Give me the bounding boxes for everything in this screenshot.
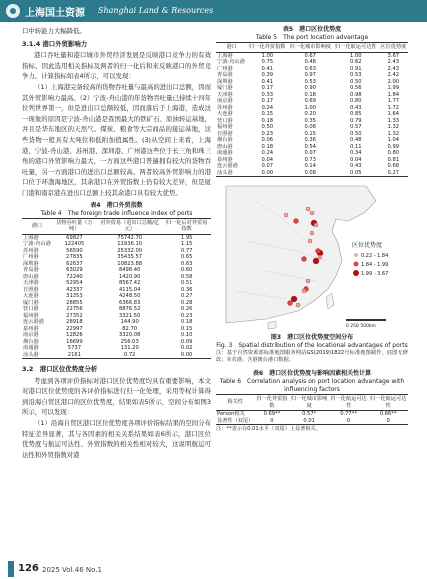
port-marker: [313, 258, 319, 264]
port-marker: [316, 249, 321, 254]
journal-title-en: Shanghai Land & Resources: [98, 6, 214, 15]
table-cell: 31353: [66, 293, 83, 299]
table-cell: 0.75: [261, 59, 274, 65]
table-cell: 0: [270, 417, 274, 424]
table-cell: 28855: [66, 299, 83, 306]
table-cell: 0.27: [180, 293, 193, 299]
table-cell: 0.48: [350, 137, 362, 143]
table-cell: 青岛港: [23, 267, 39, 273]
table-cell: 福州港: [217, 124, 233, 130]
legend-swatch-high: [353, 270, 359, 276]
port-marker: [302, 257, 307, 262]
table-cell: 大连港: [23, 293, 39, 299]
table-cell: 6366.83: [118, 299, 141, 306]
table-cell: 0.15: [304, 130, 316, 137]
table-cell: 5737: [67, 345, 81, 351]
table-cell: 0.97: [304, 72, 316, 78]
table-cell: 宁波-舟山港: [23, 241, 51, 247]
table-cell: 0.09: [180, 338, 193, 345]
table-cell: 0.50: [350, 78, 362, 85]
table-cell: Person相关: [217, 411, 245, 417]
page-number: 126: [18, 563, 39, 574]
legend-title: 区位优势度: [352, 242, 383, 249]
table-cell: 35435.57: [117, 254, 143, 260]
table-cell: 0.06: [261, 137, 274, 143]
table-cell: 广州港: [217, 65, 233, 72]
table-cell: 8567.42: [118, 280, 141, 286]
paragraph-1: 港口吞吐量和港口城市外贸经济发展是反映港口竞争力的有效指标，因此选用相关指标及两者的归一化后和来反映港口的外贸竞争力。计算指标如表4所示，可以发现：: [22, 51, 211, 81]
table-cell: 22756: [66, 306, 83, 312]
table-cell: 2.43: [387, 59, 400, 65]
table-cell: 0.63: [304, 65, 316, 72]
scale-label: 0 250 500km: [346, 324, 376, 329]
table-cell: 0.66**: [379, 411, 397, 417]
table-cell: 汕头港: [23, 351, 39, 358]
table-cell: 0.18: [304, 91, 316, 98]
table-cell: 显著性（双尾）: [217, 417, 254, 424]
table-cell: 10823.88: [117, 260, 143, 267]
table-header-cell: 港口: [216, 43, 247, 53]
table-cell: 大连港: [217, 111, 233, 117]
table6-note: 注：**表示在0.01水平（双尾）上显著相关。: [216, 426, 321, 432]
table-cell: 8876.52: [118, 306, 141, 312]
table-cell: 0.99: [387, 143, 400, 150]
table-cell: 75742.70: [117, 234, 143, 241]
table-cell: 0.07: [304, 150, 316, 156]
table-header-cell: 区位优势度: [380, 44, 407, 50]
table-cell: 11936.10: [117, 241, 143, 247]
port-marker: [296, 303, 300, 307]
page-footer: [0, 561, 427, 579]
table-cell: 深圳港: [217, 78, 233, 85]
table-cell: 南通港: [23, 345, 39, 351]
volume-info: 2025 Vol.46 No.1: [42, 566, 102, 574]
port-marker: [318, 255, 322, 259]
table-cell: 0.28: [180, 299, 193, 306]
table-cell: 2.00: [387, 78, 400, 85]
table-cell: 0.81: [387, 156, 400, 163]
table-cell: 烟台港: [217, 137, 233, 143]
table-cell: 27352: [66, 312, 83, 319]
table-cell: 0.05: [350, 169, 362, 176]
table-cell: 0.50: [261, 124, 274, 130]
paragraph-2: （1）上海港完备较高的货物吞吐量与最高的进出口总额，因而其外贸影响力最高。（2）宁波-舟山港的年货物吞吐量已持续十四年位列世界第一，但是进出口总额较低，因而落后于上海港，造成这一现象的原因是宁波-舟山港是我国最大的铁矿石、原油转运基地，并且是华东地区的天然气、煤炭、粮食等大宗商品的接运基地，这些货物一般具有大吨位和低附加值属性。(3)从空间上来看，上海港、宁波-舟山港、苏州港、深圳港、广州港这些位于长三角和珠三角的港口外贸影响力最大，一方面这些港口普遍拥有较大的货物吞吐量，另一方面港口的进出口总额较高。两者较高外贸影响力的港口位于环渤海地区，其余港口在外贸指数上仍有较大差异，但是厦门港和南京港在进出口总额上较其余港口具有较大优势。: [22, 82, 211, 197]
table-cell: 2.42: [387, 72, 400, 78]
table-cell: 福州港: [23, 312, 39, 319]
table-header-cell: 归一化外贸指数: [254, 395, 289, 411]
table-cell: 0.36: [180, 286, 193, 293]
table-cell: 1.84: [387, 91, 400, 98]
table-cell: 0.65: [180, 254, 193, 260]
table-cell: 宁波-舟山港: [217, 59, 245, 65]
table-cell: 0.36: [304, 137, 316, 143]
table-cell: 营口港: [23, 306, 39, 312]
table-header-cell: 归一化外贸指数: [249, 44, 286, 50]
table-row: [22, 352, 211, 359]
table-cell: 1.77: [387, 98, 400, 104]
table-row: [216, 411, 408, 418]
port-marker: [310, 231, 314, 235]
table-cell: 厦门港: [217, 85, 233, 91]
table-cell: 日照港: [217, 130, 233, 137]
legend-label-mid: 1.84 - 1.99: [361, 262, 389, 268]
table-cell: 0.23: [180, 312, 193, 319]
table-cell: 1.00: [261, 52, 274, 59]
legend-label-high: 1.99 - 3.67: [361, 271, 389, 277]
table-cell: 0.67: [304, 52, 316, 59]
table-cell: 0.07: [261, 163, 274, 169]
legend-swatch-mid: [354, 262, 359, 267]
table-row: [216, 170, 408, 177]
table-cell: 上海港: [23, 234, 39, 241]
table-cell: 52954: [66, 280, 83, 286]
table-cell: 天津港: [217, 91, 233, 98]
section-title-32: 3.2 港口区位优势度分析: [22, 365, 98, 373]
table-cell: 1.32: [387, 124, 400, 130]
port-marker: [284, 213, 288, 217]
table-row: [22, 234, 211, 241]
table-cell: 0.20: [304, 111, 316, 117]
table-cell: 0.77: [180, 247, 193, 254]
table-cell: 连云港港: [23, 319, 44, 325]
table-cell: 0.57*: [302, 411, 317, 417]
table-cell: 0: [386, 417, 390, 424]
table-cell: 0.91: [350, 65, 362, 72]
table5-caption: 表5 港口区位优势度 Table 5 The port location advantage: [255, 26, 369, 41]
table-cell: 3320.08: [118, 332, 141, 338]
table-cell: 0.11: [350, 143, 362, 150]
table-cell: 4115.04: [118, 286, 141, 293]
table-cell: 天津港: [23, 280, 39, 286]
table-cell: 0.27: [387, 169, 400, 176]
table-cell: 3.67: [387, 52, 400, 59]
table-cell: 0: [346, 417, 351, 424]
table-cell: 27835: [66, 254, 83, 260]
port-marker: [308, 239, 312, 243]
table-cell: 1.33: [387, 117, 400, 124]
port-marker: [306, 279, 310, 283]
table-cell: 0.06: [304, 124, 316, 130]
table-header-cell: 对外贸易（进出口总额/亿元）: [97, 218, 162, 234]
table-cell: 0.10: [180, 332, 193, 338]
table-cell: 1.99: [387, 85, 400, 91]
table6: [216, 394, 408, 425]
port-marker: [288, 301, 293, 306]
table-cell: 连云港港: [217, 163, 238, 169]
table-cell: 3321.50: [118, 312, 141, 319]
table-cell: 0.80: [350, 98, 362, 104]
journal-header: [0, 0, 427, 22]
table-cell: 0.04: [350, 156, 362, 163]
table-cell: 1420.90: [118, 273, 141, 280]
table-cell: 56590: [66, 247, 83, 254]
table-cell: 25332.00: [117, 247, 143, 254]
table-cell: 0.00: [261, 169, 274, 176]
table-cell: 泉州港: [217, 156, 233, 163]
table-cell: 0.33: [261, 91, 274, 98]
table4: [22, 218, 211, 360]
journal-title-cn: 上海国土资源: [25, 8, 85, 19]
table-cell: 0.14: [304, 163, 316, 169]
table-cell: 0.57: [350, 124, 362, 130]
table-cell: 苏州港: [217, 104, 233, 111]
table-cell: 0.18: [180, 319, 193, 325]
table-cell: 苏州港: [23, 247, 39, 254]
intro-line: 口中转能力大幅降低。: [22, 27, 86, 35]
port-marker: [306, 207, 310, 211]
table-cell: 0.02: [180, 345, 193, 351]
table-cell: 0.63: [180, 260, 193, 267]
table-header-cell: 归一化航运可达性: [330, 396, 367, 409]
table-cell: 0.50: [350, 130, 362, 137]
table-row: [216, 52, 408, 59]
table-cell: 0.35: [304, 117, 316, 124]
table-cell: 0.24: [261, 104, 274, 111]
right-column: [216, 26, 408, 433]
port-marker: [310, 211, 314, 215]
table-cell: 2.43: [387, 65, 400, 72]
table-header-cell: 港口: [22, 218, 52, 234]
table-row: [22, 241, 211, 248]
table-cell: 0.54: [304, 143, 316, 150]
table-header-cell: 归一化航运可达性: [333, 43, 379, 53]
table-cell: 南通港: [217, 150, 233, 156]
table-cell: 0.48: [304, 59, 316, 65]
table-cell: 0.18: [261, 143, 274, 150]
table-cell: 0.24: [261, 150, 274, 156]
table-cell: 0.17: [261, 98, 274, 104]
table-cell: 0.41: [261, 65, 274, 72]
table-cell: 1.00: [350, 52, 362, 59]
figure3-note: 注：基于自然资源部标准地图服务网站GS(2019)1822号标准地图制作，底图无修改；本农港，含港澳台港口数据。: [216, 350, 408, 363]
table-cell: 日照港: [23, 286, 39, 293]
table5: [216, 42, 408, 177]
china-coast-map-svg: [216, 181, 408, 331]
table-cell: 深圳港: [23, 260, 39, 267]
port-marker: [314, 223, 318, 227]
section-title-314: 3.1.4 港口外贸影响力: [22, 39, 88, 48]
table-header-cell: 归一化航运可达性: [370, 396, 407, 409]
table-cell: 42337: [66, 286, 83, 293]
table-cell: 0.41: [261, 78, 274, 85]
table-cell: 0.01: [303, 417, 315, 424]
port-marker: [291, 296, 297, 302]
table-cell: 唐山港: [217, 143, 233, 150]
table-cell: 0.15: [261, 111, 274, 117]
table-cell: 营口港: [217, 117, 233, 124]
table-cell: 南京港: [23, 332, 39, 338]
table-cell: 0.79: [350, 117, 362, 124]
table-cell: 0.04: [261, 156, 274, 163]
table-cell: 青岛港: [217, 72, 233, 78]
table-cell: 144.90: [120, 319, 139, 325]
table4-caption: 表4 港口外贸指数 Table 4 The foreign trade influence index of ports: [40, 201, 193, 217]
table-cell: 泉州港: [23, 325, 39, 332]
paragraph-3: 考虑到各项评价指标对港口区位优势度均具有重要影响，本文对港口区位优势度的各评价指标进行归一化处理，采用等权计算得到沿海自贸区港口的区位优势度，结果如表5所示，空间分布如图3所示，可以发现：: [22, 376, 211, 417]
table-cell: 0.60: [180, 267, 193, 273]
table-cell: 0.15: [180, 325, 193, 332]
table-cell: 12826: [66, 332, 83, 338]
table-cell: 82.70: [122, 325, 138, 332]
port-marker: [302, 289, 306, 293]
table-cell: 62637: [66, 260, 83, 267]
port-map: [216, 181, 408, 331]
figure3-caption: 图3 港口区位优势度空间分布 Fig. 3 Spatial distribution of the locational advantages of ports: [216, 334, 408, 349]
table-cell: 256.03: [120, 338, 139, 345]
table-cell: 16699: [66, 338, 83, 345]
table-cell: 1.32: [387, 130, 400, 137]
table-cell: 1.72: [387, 104, 400, 111]
journal-logo-icon: [6, 4, 20, 18]
port-marker: [294, 219, 299, 224]
table-cell: 0.69**: [263, 411, 281, 417]
table6-caption: 表6 港口区位优势度与影响因素相关性计算 Table 6 Correlation analysis on port location advantage with influencing factors: [219, 370, 405, 393]
table-cell: 0.18: [261, 117, 274, 124]
table-cell: 1.04: [387, 137, 400, 143]
table-cell: 0.58: [180, 273, 193, 280]
table-cell: 0.98: [350, 91, 362, 98]
table-cell: 0.39: [261, 72, 274, 78]
table-cell: 8498.40: [118, 267, 141, 273]
table-cell: 0.62: [350, 59, 362, 65]
table-cell: 0.17: [261, 85, 274, 91]
table-cell: 0.34: [350, 150, 362, 156]
table-cell: 0.43: [350, 163, 362, 169]
legend-swatch-low: [354, 253, 358, 257]
legend-label-low: 0.22 - 1.84: [361, 253, 389, 259]
table-cell: 烟台港: [23, 338, 39, 345]
table-cell: 0.69: [304, 98, 316, 104]
table-cell: 0.53: [350, 72, 362, 78]
table-header-cell: 相关性: [216, 395, 254, 411]
table-header-cell: 货物吞吐量（万吨）: [52, 218, 97, 234]
footer-accent-bar: [8, 561, 14, 577]
table-cell: 131.20: [120, 345, 139, 351]
table-cell: 72240: [66, 273, 83, 280]
table-cell: 0.68: [387, 163, 400, 169]
table-cell: 广州港: [23, 254, 39, 260]
table-cell: 唐山港: [23, 273, 39, 280]
table-cell: 0.26: [180, 306, 193, 312]
table-cell: 1.64: [387, 111, 400, 117]
table-cell: 汕头港: [217, 169, 233, 176]
table-header-cell: 归一化城市影响度: [287, 43, 333, 53]
table-cell: 0.85: [350, 111, 362, 117]
table-cell: 1.00: [304, 104, 316, 111]
left-column: [22, 26, 211, 460]
table-cell: 122405: [64, 241, 85, 247]
table-cell: 1.15: [180, 241, 193, 247]
table-cell: 南京港: [217, 98, 233, 104]
table-cell: 4248.50: [118, 293, 141, 299]
table-cell: 0.56: [350, 85, 362, 91]
table-cell: 0.51: [180, 280, 193, 286]
table-cell: 63029: [66, 267, 83, 273]
table-cell: 28918: [66, 319, 83, 325]
table-cell: 2161: [67, 351, 81, 358]
table-cell: 厦门港: [23, 299, 39, 306]
table-cell: 0.53: [304, 78, 316, 85]
table-cell: 1.95: [180, 234, 193, 241]
table-row: [216, 418, 408, 425]
table-cell: 0.72: [123, 351, 136, 358]
table-cell: 0.90: [304, 85, 316, 91]
table-cell: 0.77**: [340, 411, 357, 417]
table-cell: 0.73: [304, 156, 316, 163]
table-header-cell: 归一化城市影响度: [291, 396, 328, 409]
table-cell: 0.08: [304, 169, 316, 176]
table-cell: 69827: [66, 234, 83, 241]
table-cell: 0.00: [180, 351, 193, 358]
table-cell: 0.80: [387, 150, 400, 156]
table-cell: 0.23: [261, 130, 274, 137]
table-cell: 22997: [66, 325, 83, 332]
paragraph-4: （1）沿海自贸区港口区位优势度各项评价指标结果的空间分布特征差异显著，其与各因素的相关关系结果如表6所示，港口区位优势度与航运可达性、外贸指数的相关性相对较大，这说明航运可达性和外贸指数对港: [22, 418, 211, 459]
table-cell: 0.43: [350, 104, 362, 111]
table-cell: 上海港: [217, 52, 233, 59]
table-header-cell: 归一化后对外贸易指数: [162, 218, 211, 234]
